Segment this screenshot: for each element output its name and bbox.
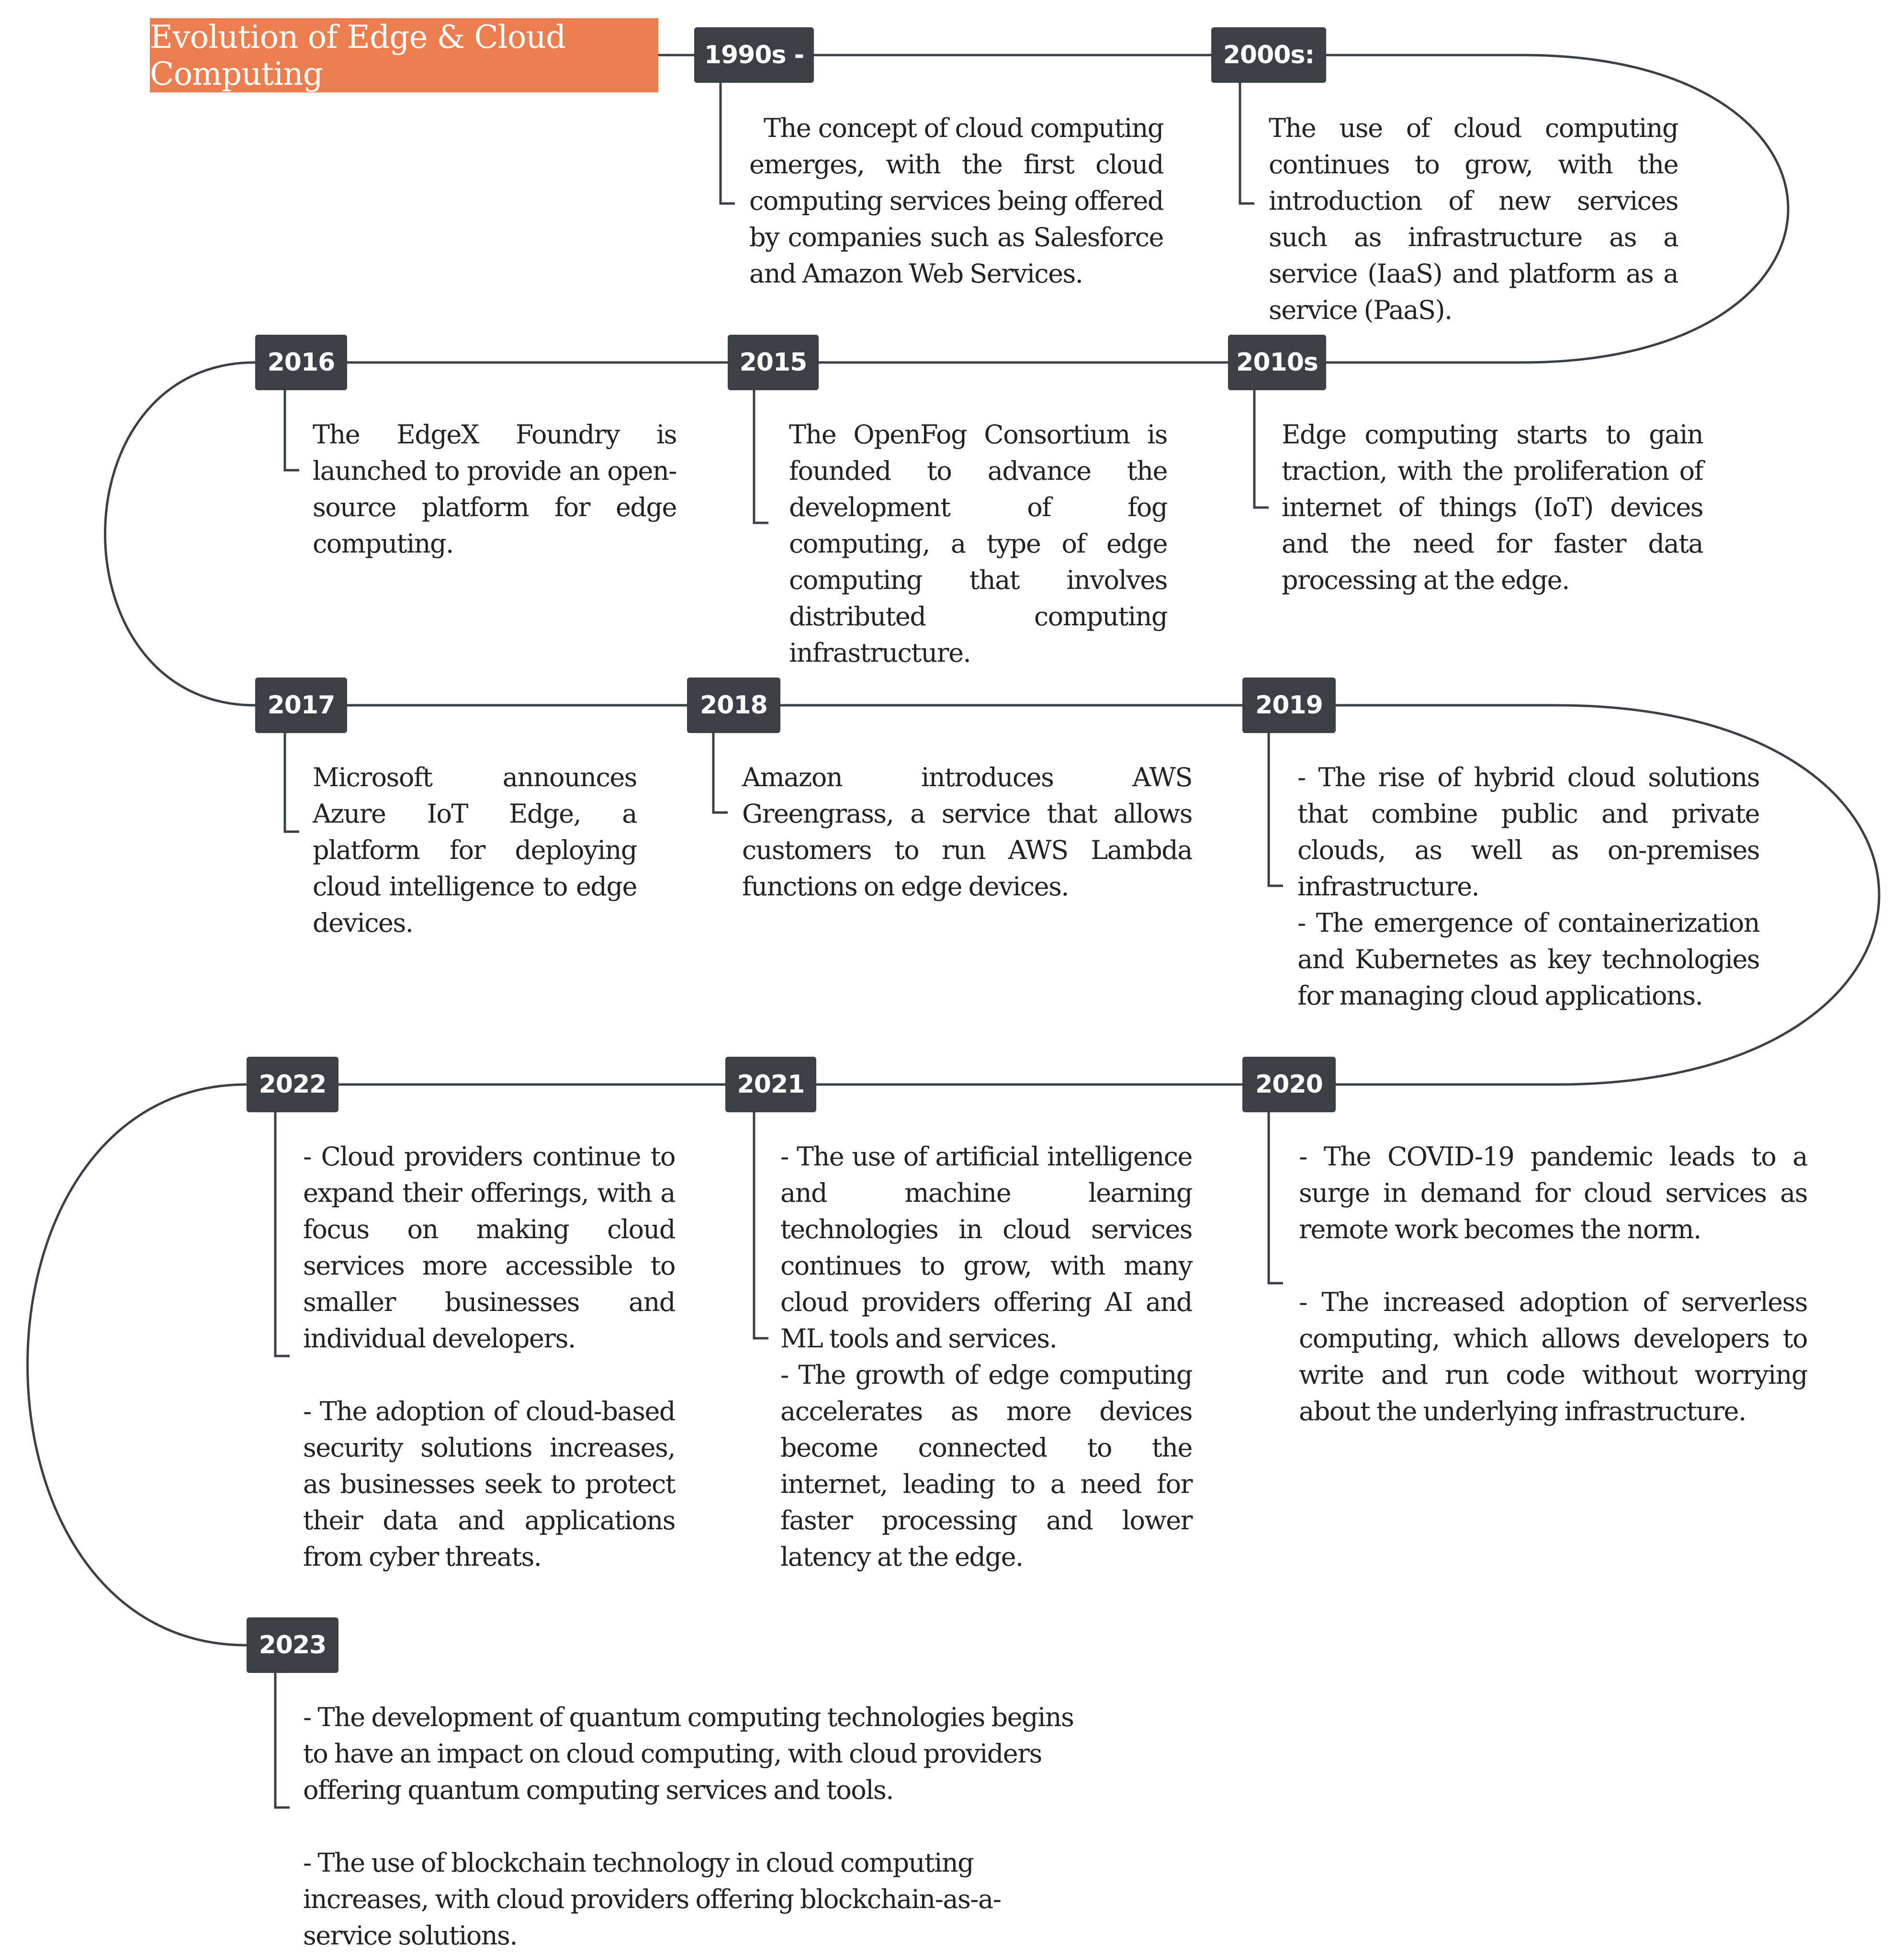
timeline-text-2021-a: - The use of artificial intelligence and machine learning technologies in cloud services continues to grow, with many cloud providers offering AI and ML tools and services. — [780, 1141, 1192, 1354]
year-badge-1990s: 1990s - — [694, 27, 814, 83]
year-badge-2018: 2018 — [687, 678, 780, 733]
timeline-text-2010s: Edge computing starts to gain traction, with the proliferation of internet of things (IoT) devices and the need for faster data processing at the edge. — [1282, 419, 1703, 595]
year-badge-2021: 2021 — [725, 1057, 816, 1112]
year-badge-2015: 2015 — [728, 335, 819, 390]
year-badge-2023: 2023 — [247, 1617, 338, 1673]
year-badge-2000s: 2000s: — [1211, 27, 1326, 83]
year-badge-2020: 2020 — [1242, 1057, 1336, 1112]
timeline-text-1990s: The concept of cloud computing emerges, with the first cloud computing services being offered by companies such as Salesforce and Amazon Web Services. — [749, 113, 1163, 289]
timeline-text-2000s: The use of cloud computing continues to grow, with the introduction of new services such as infrastructure as a service (IaaS) and platform as a service (PaaS). — [1269, 113, 1678, 325]
year-badge-2019: 2019 — [1242, 678, 1336, 733]
timeline-text-2022-a: - Cloud providers continue to expand their offerings, with a focus on making cloud services more accessible to smaller businesses and individual developers. — [303, 1141, 675, 1354]
timeline-text-2020-a: - The COVID-19 pandemic leads to a surge in demand for cloud services as remote work becomes the norm. — [1299, 1141, 1807, 1244]
year-badge-2017: 2017 — [255, 678, 347, 733]
timeline-text-2023-a: - The development of quantum computing technologies begins to have an impact on cloud computing, with cloud providers offering quantum computing services and tools. — [303, 1702, 1074, 1805]
timeline-text-2017: Microsoft announces Azure IoT Edge, a platform for deploying cloud intelligence to edge devices. — [313, 762, 637, 938]
timeline-text-2015: The OpenFog Consortium is founded to advance the development of fog computing, a type of edge computing that involves distributed computing infrastructure. — [789, 419, 1167, 668]
timeline-text-2018: Amazon introduces AWS Greengrass, a service that allows customers to run AWS Lambda functions on edge devices. — [742, 762, 1192, 902]
year-badge-2016: 2016 — [255, 335, 347, 390]
timeline-text-2020-b: - The increased adoption of serverless computing, which allows developers to write and run code without worrying about the underlying infrastructure. — [1299, 1287, 1807, 1426]
diagram-title: Evolution of Edge & Cloud Computing — [150, 18, 658, 92]
timeline-text-2019-b: - The emergence of containerization and Kubernetes as key technologies for managing cloud applications. — [1297, 908, 1759, 1011]
timeline-text-2019-a: - The rise of hybrid cloud solutions that combine public and private clouds, as well as on-premises infrastructure. — [1297, 762, 1759, 902]
year-badge-2022: 2022 — [247, 1057, 338, 1112]
timeline-text-2022-b: - The adoption of cloud-based security solutions increases, as businesses seek to protect their data and applications from cyber threats. — [303, 1396, 675, 1572]
year-badge-2010s: 2010s — [1228, 335, 1326, 390]
timeline-text-2021-b: - The growth of edge computing accelerates as more devices become connected to the internet, leading to a need for faster processing and lower latency at the edge. — [780, 1360, 1192, 1572]
timeline-text-2023-b: - The use of blockchain technology in cloud computing increases, with cloud providers offering blockchain-as-a-service solutions. — [303, 1848, 1001, 1951]
timeline-text-2016: The EdgeX Foundry is launched to provide an open-source platform for edge computing. — [313, 419, 676, 559]
